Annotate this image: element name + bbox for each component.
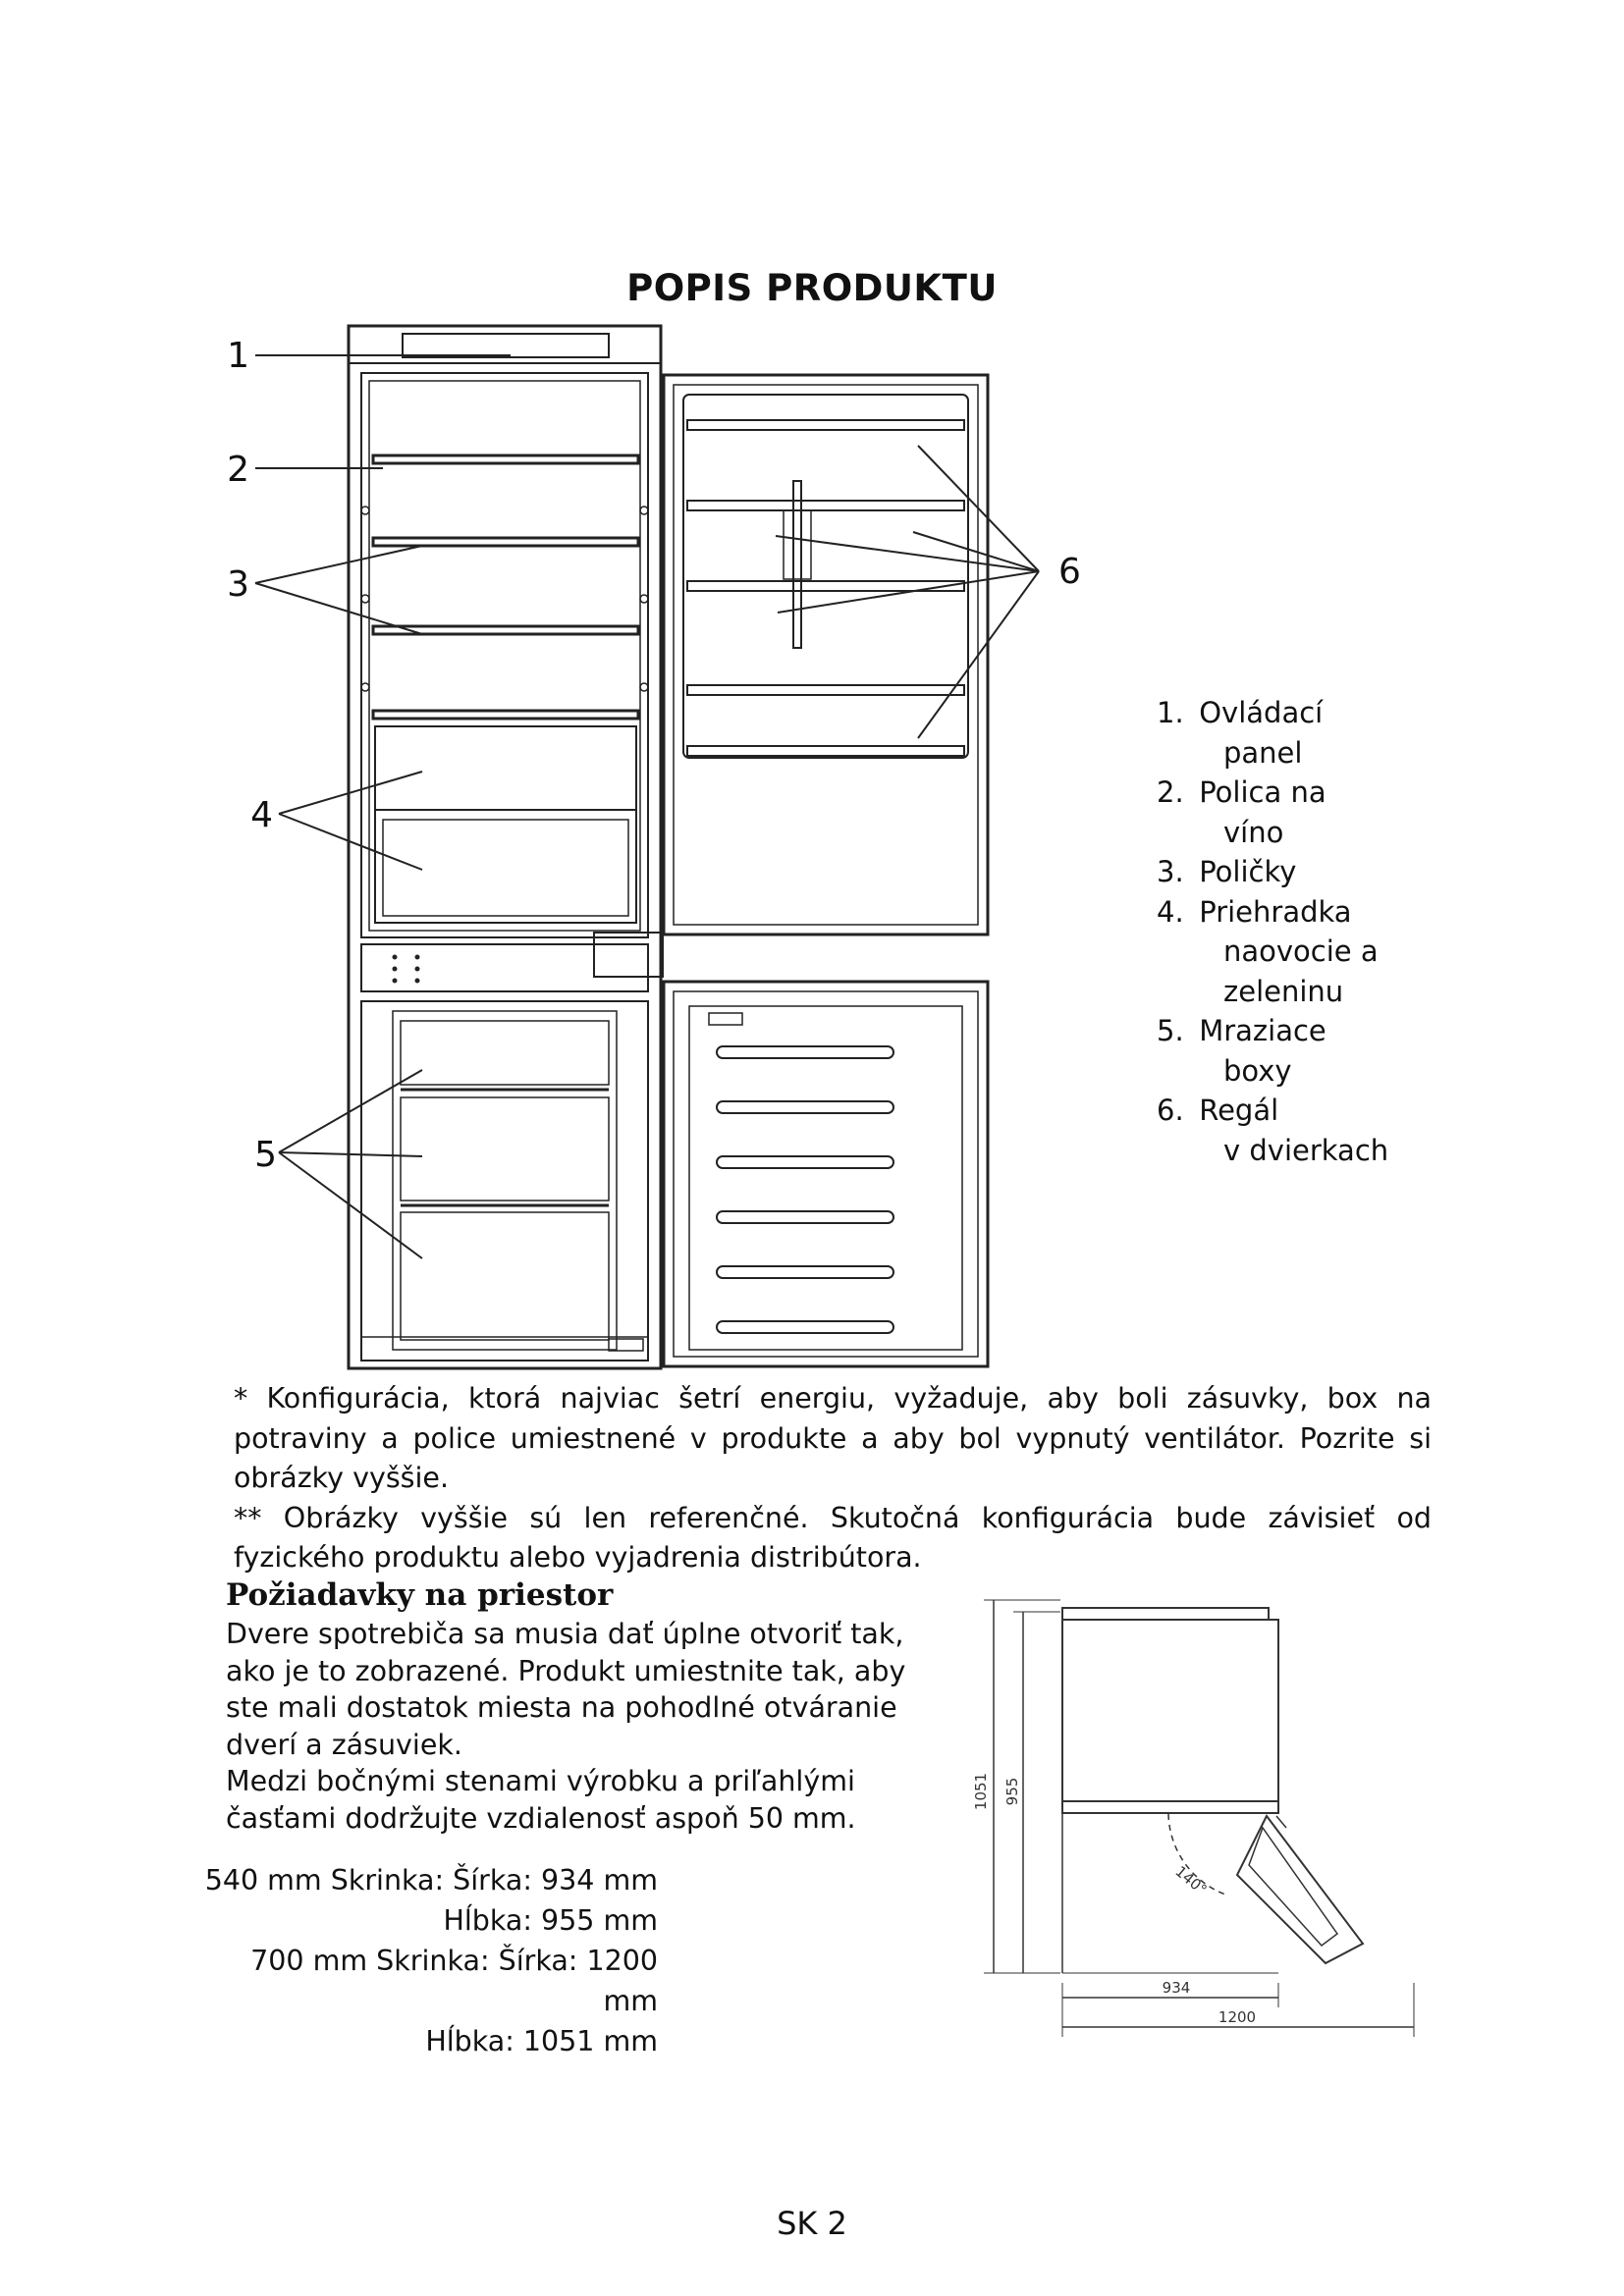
fridge-diagram (226, 314, 1110, 1374)
requirements-text (226, 1616, 952, 1837)
dim-depth-inner: 955 (1003, 1777, 1021, 1806)
legend-item-3: 3. Poličky (1157, 855, 1297, 888)
callout-1: 1 (227, 336, 249, 376)
legend-item-5: 5. Mraziace boxy (1157, 1014, 1326, 1088)
callout-2: 2 (227, 450, 249, 490)
requirements-paragraph-2: Medzi bočnými stenami výrobku a priľahlými časťami dodržujte vzdialenosť aspoň 50 mm. (226, 1765, 856, 1835)
dim-width-inner: 934 (1162, 1979, 1191, 1997)
leader-4a (279, 772, 422, 814)
note-reference: ** Obrázky vyššie sú len referenčné. Skutočná konfigurácia bude závisieť od fyzického produktu alebo vyjadrenia distribútora. (234, 1501, 1432, 1574)
door-angle: 140° (1171, 1862, 1211, 1899)
dim-540-width: 540 mm Skrinka: Šírka: 934 mm (204, 1864, 658, 1896)
callout-5: 5 (254, 1135, 277, 1175)
note-energy: * Konfigurácia, ktorá najviac šetrí energiu, vyžaduje, aby boli zásuvky, box na potraviny a police umiestnené v produkte a aby bol vypnutý ventilátor. Pozrite si obrázky vyššie. (234, 1382, 1432, 1494)
page-title: POPIS PRODUKTU (626, 267, 998, 309)
leader-3a (255, 546, 422, 583)
dim-depth-outer: 1051 (972, 1772, 990, 1811)
dim-700-width: 700 mm Skrinka: Šírka: 1200 mm (250, 1945, 658, 2017)
requirements-paragraph-1: Dvere spotrebiča sa musia dať úplne otvoriť tak, ako je to zobrazené. Produkt umiestnite tak, aby ste mali dostatok miesta na pohodlné otváranie dverí a zásuviek. (226, 1618, 906, 1761)
leader-4b (279, 814, 422, 870)
configuration-notes (234, 1379, 1432, 1578)
legend-item-1: 1. Ovládací panel (1157, 696, 1324, 770)
dim-width-outer: 1200 (1218, 2008, 1257, 2026)
leader-3b (255, 583, 422, 634)
dim-540-depth: Hĺbka: 955 mm (443, 1904, 658, 1937)
legend-item-2: 2. Polica na víno (1157, 775, 1326, 849)
legend-item-4: 4. Priehradka naovocie a zeleninu (1157, 894, 1379, 1008)
leader-6b (776, 536, 1039, 571)
legend-item-6: 6. Regál v dvierkach (1157, 1094, 1389, 1167)
requirements-title: Požiadavky na priestor (226, 1577, 614, 1613)
callout-3: 3 (227, 564, 249, 605)
callout-6: 6 (1058, 552, 1081, 592)
page-number: SK 2 (777, 2205, 847, 2242)
control-panel (403, 334, 609, 357)
callout-4: 4 (250, 795, 273, 835)
dim-700-depth: Hĺbka: 1051 mm (425, 2025, 658, 2057)
parts-legend (1157, 693, 1388, 1170)
cabinet-dimensions (196, 1860, 658, 2061)
installation-diagram (972, 1580, 1434, 2052)
